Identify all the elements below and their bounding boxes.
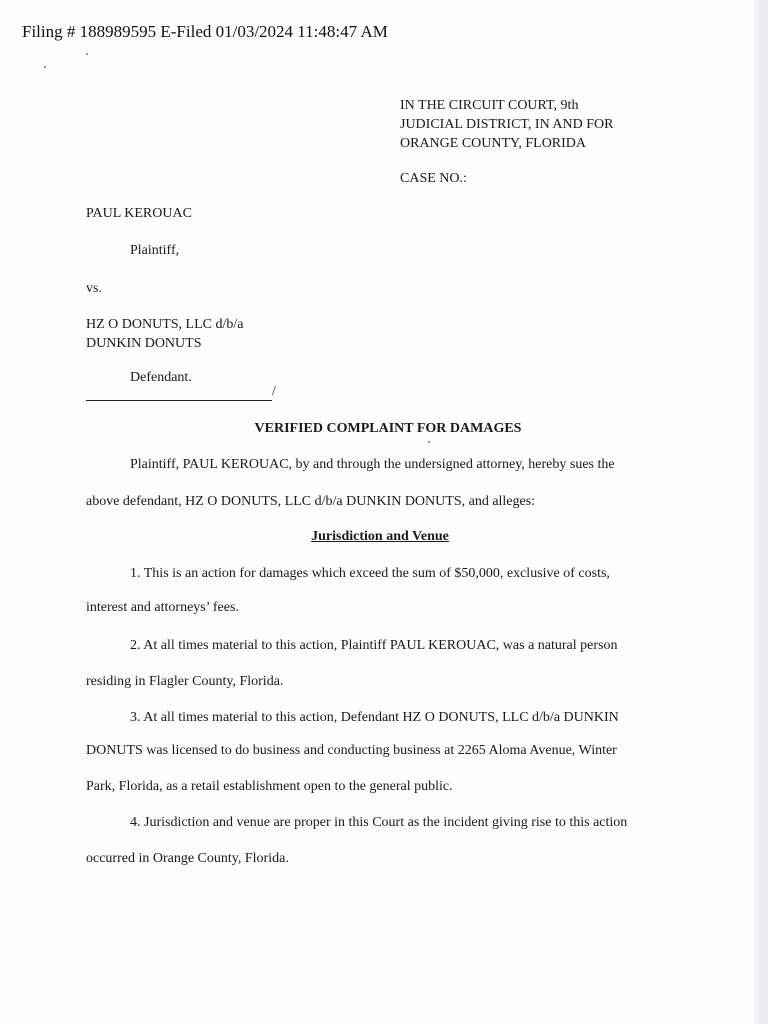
paragraph-3-line: Park, Florida, as a retail establishment open to the general public. xyxy=(86,779,453,794)
paragraph-4-line: occurred in Orange County, Florida. xyxy=(86,851,289,866)
paragraph-3-line: DONUTS was licensed to do business and conducting business at 2265 Aloma Avenue, Winter xyxy=(86,743,617,758)
plaintiff-role: Plaintiff, xyxy=(130,243,180,258)
paragraph-2-line: residing in Flagler County, Florida. xyxy=(86,674,284,689)
defendant-name-line: DUNKIN DONUTS xyxy=(86,336,202,351)
defendant-role: Defendant. xyxy=(130,370,192,385)
court-caption xyxy=(400,96,614,153)
defendant-name xyxy=(86,315,244,353)
versus-label: vs. xyxy=(86,281,102,296)
plaintiff-name: PAUL KEROUAC xyxy=(86,206,192,221)
court-line: IN THE CIRCUIT COURT, 9th xyxy=(400,98,579,113)
scan-speck xyxy=(86,53,88,55)
paragraph-3-line: 3. At all times material to this action, Defendant HZ O DONUTS, LLC d/b/a DUNKIN xyxy=(130,710,619,725)
case-number-label: CASE NO.: xyxy=(400,171,467,186)
defendant-name-line: HZ O DONUTS, LLC d/b/a xyxy=(86,317,244,332)
paragraph-1-line: 1. This is an action for damages which exceed the sum of $50,000, exclusive of costs, xyxy=(130,566,610,581)
court-line: ORANGE COUNTY, FLORIDA xyxy=(400,136,587,151)
section-heading: Jurisdiction and Venue xyxy=(311,529,449,544)
court-line: JUDICIAL DISTRICT, IN AND FOR xyxy=(400,117,614,132)
document-title xyxy=(0,421,768,437)
filing-header: Filing # 188989595 E-Filed 01/03/2024 11:48:47 AM xyxy=(22,22,388,41)
paragraph-2-line: 2. At all times material to this action, Plaintiff PAUL KEROUAC, was a natural person xyxy=(130,638,618,653)
intro-line: above defendant, HZ O DONUTS, LLC d/b/a DUNKIN DONUTS, and alleges: xyxy=(86,494,536,509)
caption-rule xyxy=(86,386,272,401)
paragraph-4-line: 4. Jurisdiction and venue are proper in this Court as the incident giving rise to this action xyxy=(130,815,628,830)
scan-speck xyxy=(428,441,430,443)
intro-line: Plaintiff, PAUL KEROUAC, by and through the undersigned attorney, hereby sues the xyxy=(130,457,615,472)
caption-rule-end: / xyxy=(272,384,276,399)
page-edge-shadow xyxy=(754,0,768,1024)
scan-speck xyxy=(44,66,46,68)
document-title-text: VERIFIED COMPLAINT FOR DAMAGES xyxy=(254,421,522,436)
paragraph-1-line: interest and attorneys’ fees. xyxy=(86,600,239,615)
